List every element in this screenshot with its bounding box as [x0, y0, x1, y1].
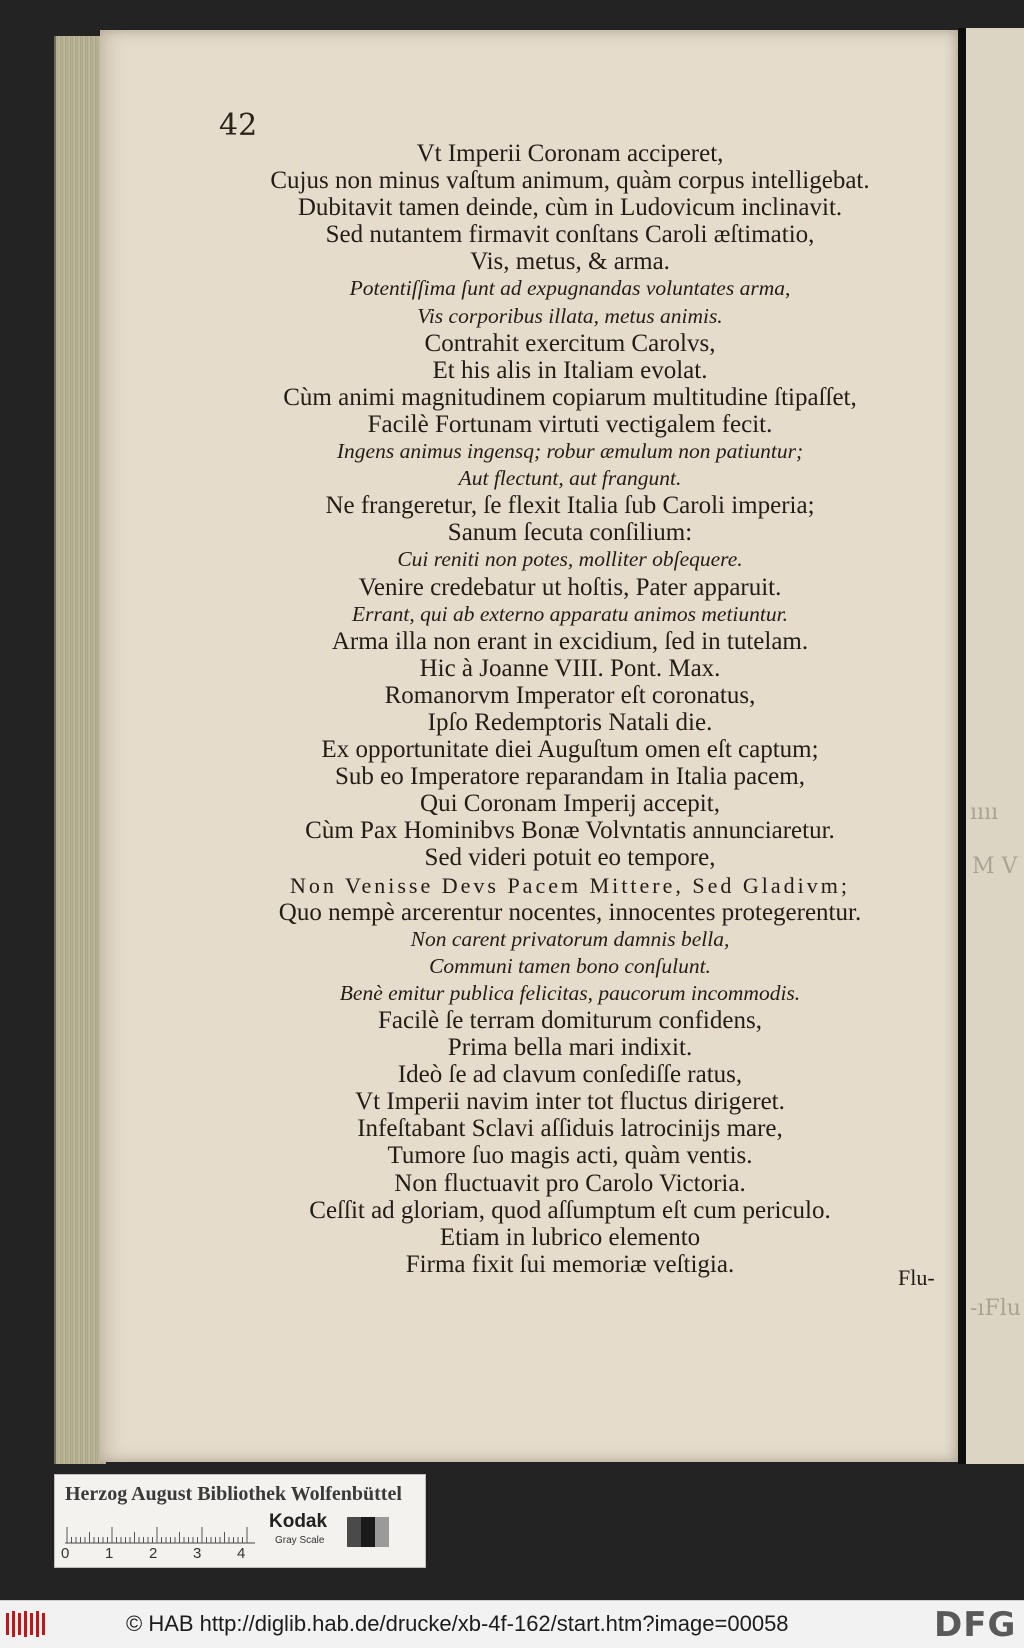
text-line: Benè emitur publica felicitas, paucorum incommodis.: [339, 980, 801, 1005]
footer-bar: [0, 1600, 1024, 1648]
text-line: Quo nempè arcerentur nocentes, innocentes protegerentur.: [278, 898, 862, 926]
facing-page-edge: [966, 28, 1024, 1464]
text-line: Contrahit exercitum Carolvs,: [424, 329, 716, 357]
ruler-label: 1: [105, 1545, 114, 1562]
text-line: Vt Imperii navim inter tot fluctus dirigeret.: [355, 1088, 785, 1116]
text-line: Ideò ſe ad clavum conſediſſe ratus,: [397, 1061, 743, 1089]
catchword: Flu-: [898, 1265, 935, 1290]
text-line: Sub eo Imperatore reparandam in Italia pacem,: [335, 763, 805, 791]
text-line: Cujus non minus vaſtum animum, quàm corpus intelligebat.: [270, 167, 870, 195]
bleed-through-mark: -ıFlu: [970, 1296, 1021, 1321]
bleed-through-mark: M V: [972, 854, 1018, 879]
text-line: Vis, metus, & arma.: [470, 248, 670, 276]
text-line: Ipſo Redemptoris Natali die.: [427, 708, 713, 736]
ruler-scale: [65, 1515, 265, 1545]
gray-scale-patch: [375, 1517, 389, 1547]
gray-scale-patch: [347, 1517, 361, 1547]
text-line: Ingens animus ingensq; robur æmulum non patiuntur;: [336, 439, 804, 464]
text-line: Firma fixit ſui memoriæ veſtigia.: [405, 1250, 735, 1278]
hab-logo-icon: [4, 1609, 48, 1639]
text-line: Dubitavit tamen deinde, cùm in Ludovicum inclinavit.: [297, 194, 843, 222]
text-line: Arma illa non erant in excidium, ſed in tutelam.: [331, 627, 809, 655]
text-line: Potentiſſima ſunt ad expugnandas voluntates arma,: [349, 276, 791, 301]
book-gutter: [958, 28, 966, 1464]
book-page-edges: [54, 36, 106, 1464]
text-line: Facilè ſe terram domiturum confidens,: [378, 1007, 762, 1034]
text-line: Ex opportunitate diei Auguſtum omen eſt captum;: [321, 736, 819, 764]
text-line: Non Venisse Devs Pacem Mittere, Sed Gladivm;: [290, 872, 850, 898]
kodak-subtitle: Gray Scale: [275, 1535, 325, 1546]
text-line: Ne frangeretur, ſe flexit Italia ſub Caroli imperia;: [325, 492, 815, 520]
text-line: Qui Coronam Imperij accepit,: [420, 790, 720, 818]
text-line: Non fluctuavit pro Carolo Victoria.: [394, 1169, 746, 1197]
text-line: Aut flectunt, aut frangunt.: [458, 466, 682, 491]
dfg-logo: DFG: [934, 1605, 1017, 1645]
text-line: Cui reniti non potes, molliter obſequere.: [397, 547, 743, 572]
ruler-label: 0: [61, 1545, 70, 1562]
text-line: Cùm animi magnitudinem copiarum multitudine ſtipaſſet,: [283, 383, 857, 411]
text-line: Venire credebatur ut hoſtis, Pater apparuit.: [358, 573, 782, 601]
text-line: Romanorvm Imperator eſt coronatus,: [384, 681, 756, 709]
ruler-label: 2: [149, 1545, 158, 1562]
source-url[interactable]: © HAB http://diglib.hab.de/drucke/xb-4f-162/start.htm?image=00058: [126, 1611, 789, 1636]
text-line: Vt Imperii Coronam acciperet,: [416, 140, 724, 167]
kodak-logo: Kodak: [269, 1511, 328, 1532]
text-line: Non carent privatorum damnis bella,: [410, 926, 730, 951]
gray-scale-patch: [361, 1517, 375, 1547]
text-block: [190, 140, 950, 1278]
text-line: Errant, qui ab externo apparatu animos metiuntur.: [352, 601, 788, 626]
text-line: Sed videri potuit eo tempore,: [424, 844, 716, 872]
text-line: Vis corporibus illata, metus animis.: [417, 303, 723, 328]
text-line: Communi tamen bono conſulunt.: [429, 953, 711, 978]
bleed-through-mark: ıııı: [970, 800, 999, 825]
text-line: Infeſtabant Sclavi aſſiduis latrocinijs mare,: [357, 1115, 783, 1143]
text-line: Sanum ſecuta conſilium:: [447, 519, 693, 547]
text-line: Prima bella mari indixit.: [447, 1034, 693, 1062]
text-line: Tumore ſuo magis acti, quàm ventis.: [387, 1142, 753, 1170]
ruler-label: 3: [193, 1545, 202, 1562]
library-name: Herzog August Bibliothek Wolfenbüttel: [65, 1483, 402, 1505]
page-number: 42: [219, 108, 258, 143]
ruler-labels: [61, 1545, 261, 1563]
text-line: Hic à Joanne VIII. Pont. Max.: [419, 654, 721, 682]
text-line: Facilè Fortunam virtuti vectigalem fecit.: [367, 410, 773, 438]
text-line: Et his alis in Italiam evolat.: [432, 356, 708, 384]
color-reference-card: [54, 1474, 426, 1568]
ruler-label: 4: [237, 1545, 246, 1562]
text-line: Etiam in lubrico elemento: [439, 1223, 701, 1251]
text-line: Cùm Pax Hominibvs Bonæ Volvntatis annunciaretur.: [305, 817, 835, 845]
text-line: Ceſſit ad gloriam, quod aſſumptum eſt cum periculo.: [309, 1196, 831, 1224]
text-line: Sed nutantem firmavit conſtans Caroli æſtimatio,: [325, 221, 815, 249]
